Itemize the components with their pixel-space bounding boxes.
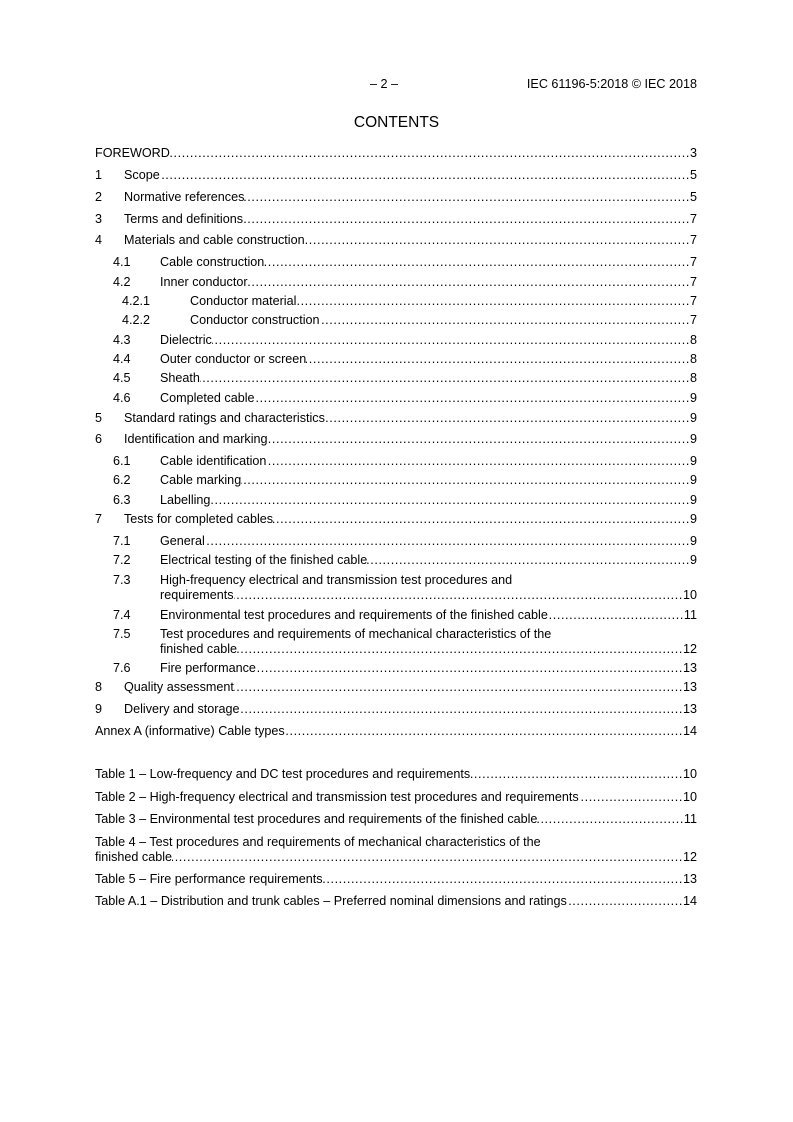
section-number: 4.3 [113, 333, 131, 347]
page-ref: 13 [682, 661, 697, 675]
entry-title: Environmental test procedures and requirements of the finished cable [160, 608, 548, 622]
toc-entry[interactable] [95, 370, 697, 386]
section-number: 4.2 [113, 275, 131, 289]
toc-entry[interactable] [95, 145, 697, 161]
entry-title: Identification and marking [124, 432, 268, 446]
leader-dots [320, 312, 690, 328]
page-ref: 9 [689, 512, 697, 526]
leader-dots [273, 511, 690, 527]
table-entry[interactable] [95, 766, 697, 782]
table-entry[interactable] [95, 893, 697, 909]
page-ref: 8 [689, 333, 697, 347]
entry-title: Materials and cable construction [124, 233, 305, 247]
leader-dots [172, 849, 683, 865]
entry-title: requirements [160, 588, 234, 602]
entry-title: Quality assessment [124, 680, 234, 694]
leader-dots [306, 351, 690, 367]
leader-dots [160, 167, 690, 183]
leader-dots [256, 660, 683, 676]
table-entry[interactable] [95, 811, 697, 827]
entry-title: Dielectric [160, 333, 212, 347]
section-number: 6 [95, 432, 103, 446]
page-ref: 14 [682, 894, 697, 908]
section-number: 4.2.1 [122, 294, 151, 308]
entry-title: FOREWORD [95, 146, 170, 160]
section-number: 7.5 [113, 627, 131, 641]
leader-dots [210, 492, 690, 508]
toc-entry[interactable] [95, 472, 697, 488]
toc-entry[interactable] [95, 312, 697, 328]
entry-title: Delivery and storage [124, 702, 240, 716]
page-ref: 10 [682, 790, 697, 804]
page-ref: 9 [689, 473, 697, 487]
entry-title-line1: High-frequency electrical and transmission test procedures and [160, 573, 513, 587]
toc-entry[interactable] [95, 641, 697, 657]
toc-entry[interactable] [95, 679, 697, 695]
entry-title: Table 1 – Low-frequency and DC test procedures and requirements [95, 767, 471, 781]
leader-dots [241, 472, 690, 488]
toc-entry[interactable] [95, 723, 697, 739]
entry-title: Conductor construction [190, 313, 320, 327]
toc-entry[interactable] [95, 232, 697, 248]
leader-dots [537, 811, 683, 827]
leader-dots [237, 641, 683, 657]
section-number: 7.3 [113, 573, 131, 587]
entry-title: finished cable [95, 850, 173, 864]
leader-dots [170, 145, 690, 161]
page-ref: 7 [689, 275, 697, 289]
leader-dots [200, 370, 690, 386]
leader-dots [212, 332, 690, 348]
page-ref: 7 [689, 255, 697, 269]
toc-entry[interactable] [95, 453, 697, 469]
page-ref: 9 [689, 493, 697, 507]
leader-dots [264, 254, 690, 270]
leader-dots [234, 587, 683, 603]
section-number: 4 [95, 233, 103, 247]
leader-dots [305, 232, 690, 248]
page-ref: 10 [682, 767, 697, 781]
entry-title: Table 3 – Environmental test procedures and requirements of the finished cable [95, 812, 538, 826]
section-number: 4.2.2 [122, 313, 151, 327]
leader-dots [470, 766, 683, 782]
leader-dots [240, 701, 683, 717]
toc-entry[interactable] [95, 431, 697, 447]
page-ref: 7 [689, 212, 697, 226]
entry-title: Sheath [160, 371, 200, 385]
page-ref: 5 [689, 190, 697, 204]
section-number: 4.6 [113, 391, 131, 405]
section-number: 7 [95, 512, 103, 526]
toc-entry[interactable] [95, 332, 697, 348]
page-ref: 9 [689, 454, 697, 468]
entry-title: Electrical testing of the finished cable [160, 553, 368, 567]
toc-entry[interactable] [95, 552, 697, 568]
page-ref: 11 [683, 812, 697, 826]
section-number: 4.5 [113, 371, 131, 385]
toc-entry[interactable] [95, 587, 697, 603]
leader-dots [323, 871, 683, 887]
section-number: 1 [95, 168, 103, 182]
page-ref: 13 [682, 872, 697, 886]
entry-title: Conductor material [190, 294, 297, 308]
section-number: 6.2 [113, 473, 131, 487]
leader-dots [234, 679, 683, 695]
leader-dots [325, 410, 690, 426]
entry-title: Outer conductor or screen [160, 352, 307, 366]
entry-title: Labelling [160, 493, 211, 507]
leader-dots [579, 789, 683, 805]
entry-title: Normative references [124, 190, 245, 204]
section-number: 6.1 [113, 454, 131, 468]
section-number: 7.1 [113, 534, 131, 548]
leader-dots [266, 453, 690, 469]
page-ref: 13 [682, 680, 697, 694]
leader-dots [285, 723, 683, 739]
entry-title: Cable identification [160, 454, 267, 468]
toc-entry[interactable] [95, 607, 697, 623]
page-ref: 9 [689, 553, 697, 567]
page-ref: 9 [689, 534, 697, 548]
page-ref: 14 [682, 724, 697, 738]
toc-entry[interactable] [95, 351, 697, 367]
toc-entry[interactable] [95, 167, 697, 183]
page-number: – 2 – [370, 77, 399, 91]
entry-title: Cable marking [160, 473, 242, 487]
toc-entry[interactable] [95, 293, 697, 309]
toc-entry[interactable] [95, 189, 697, 205]
entry-title: Scope [124, 168, 160, 182]
entry-title: Fire performance [160, 661, 256, 675]
entry-title: Annex A (informative) Cable types [95, 724, 285, 738]
page-ref: 8 [689, 352, 697, 366]
page-ref: 3 [689, 146, 697, 160]
page-ref: 7 [689, 294, 697, 308]
page-ref: 7 [689, 313, 697, 327]
entry-title: General [160, 534, 205, 548]
leader-dots [205, 533, 690, 549]
leader-dots [255, 390, 690, 406]
toc-entry[interactable] [95, 492, 697, 508]
page-ref: 5 [689, 168, 697, 182]
entry-title: Inner conductor [160, 275, 248, 289]
section-number: 7.4 [113, 608, 131, 622]
entry-title: Cable construction [160, 255, 265, 269]
leader-dots [367, 552, 690, 568]
page-ref: 12 [682, 642, 697, 656]
table-entry[interactable] [95, 789, 697, 805]
toc-entry[interactable] [95, 410, 697, 426]
leader-dots [248, 274, 690, 290]
standard-reference: IEC 61196-5:2018 © IEC 2018 [526, 77, 697, 91]
section-number: 2 [95, 190, 103, 204]
page-title: CONTENTS [353, 114, 440, 131]
entry-title: finished cable [160, 642, 238, 656]
page-ref: 9 [689, 391, 697, 405]
section-number: 8 [95, 680, 103, 694]
toc-entry[interactable] [95, 533, 697, 549]
leader-dots [243, 211, 690, 227]
entry-title: Table A.1 – Distribution and trunk cables – Preferred nominal dimensions and ratings [95, 894, 567, 908]
entry-title: Completed cable [160, 391, 255, 405]
toc-entry[interactable] [95, 701, 697, 717]
leader-dots [268, 431, 690, 447]
page-ref: 10 [682, 588, 697, 602]
toc-entry[interactable] [95, 511, 697, 527]
section-number: 6.3 [113, 493, 131, 507]
page-ref: 11 [683, 608, 697, 622]
page-ref: 9 [689, 411, 697, 425]
toc-entry[interactable] [95, 254, 697, 270]
page-ref: 13 [682, 702, 697, 716]
table-entry[interactable] [95, 871, 697, 887]
section-number: 4.1 [113, 255, 131, 269]
leader-dots [244, 189, 690, 205]
section-number: 3 [95, 212, 103, 226]
toc-entry[interactable] [95, 211, 697, 227]
entry-title: Table 5 – Fire performance requirements [95, 872, 323, 886]
section-number: 9 [95, 702, 103, 716]
leader-dots [548, 607, 684, 623]
entry-title-line1: Test procedures and requirements of mechanical characteristics of the [160, 627, 552, 641]
section-number: 4.4 [113, 352, 131, 366]
entry-title: Tests for completed cables [124, 512, 274, 526]
leader-dots [296, 293, 690, 309]
leader-dots [567, 893, 683, 909]
toc-entry[interactable] [95, 390, 697, 406]
page-ref: 8 [689, 371, 697, 385]
entry-title: Standard ratings and characteristics [124, 411, 325, 425]
page-ref: 9 [689, 432, 697, 446]
toc-entry[interactable] [95, 274, 697, 290]
entry-title-line1: Table 4 – Test procedures and requirements of mechanical characteristics of the [95, 835, 541, 849]
section-number: 5 [95, 411, 103, 425]
toc-entry[interactable] [95, 660, 697, 676]
section-number: 7.2 [113, 553, 131, 567]
section-number: 7.6 [113, 661, 131, 675]
entry-title: Terms and definitions [124, 212, 244, 226]
page-ref: 12 [682, 850, 697, 864]
page-ref: 7 [689, 233, 697, 247]
entry-title: Table 2 – High-frequency electrical and transmission test procedures and requirements [95, 790, 579, 804]
table-entry[interactable] [95, 849, 697, 865]
